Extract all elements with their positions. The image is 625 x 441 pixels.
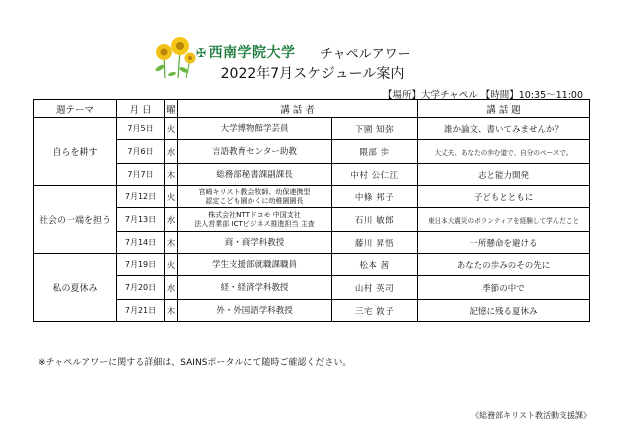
- schedule-body: [34, 118, 590, 322]
- day-of-week: 水: [165, 208, 178, 232]
- lecture-topic: 大丈夫、あなたの歩む道で、自分のペースで。: [418, 140, 590, 164]
- table-row: [34, 208, 590, 232]
- lecture-topic: あなたの歩みのその先に: [418, 254, 590, 276]
- table-row: [34, 140, 590, 164]
- footer-department: 《総務部キリスト教活動支援課》: [471, 411, 591, 420]
- day-of-week: 水: [165, 140, 178, 164]
- speaker-position-line: 法人営業部 ICTビジネス推進担当 主査: [194, 219, 315, 228]
- speaker-position: [178, 164, 332, 186]
- week-theme: 自らを耕す: [34, 118, 117, 186]
- speaker-position-line: 認定こども園かくに幼稚園園長: [205, 196, 304, 205]
- speaker-position: [178, 208, 332, 232]
- speaker-position: [178, 186, 332, 208]
- lecture-date: 7月7日: [117, 164, 165, 186]
- schedule-table: [33, 99, 590, 322]
- table-row: [34, 118, 590, 140]
- page-title: 2022年7月スケジュール案内: [220, 66, 405, 82]
- lecture-topic: 子どもとともに: [418, 186, 590, 208]
- university-name: [196, 42, 296, 62]
- speaker-name: 藤川 昇悟: [332, 232, 418, 254]
- speaker-position-line: 外・外国語学科教授: [216, 305, 293, 316]
- lecture-date: 7月20日: [117, 276, 165, 300]
- university-mark: ✠: [196, 46, 207, 60]
- day-of-week: 木: [165, 300, 178, 322]
- speaker-name: 松本 茜: [332, 254, 418, 276]
- lecture-topic: 志と能力開発: [418, 164, 590, 186]
- speaker-position: [178, 300, 332, 322]
- day-of-week: 火: [165, 254, 178, 276]
- lecture-date: 7月14日: [117, 232, 165, 254]
- speaker-position: [178, 140, 332, 164]
- lecture-topic: 東日本大震災のボランティアを経験して学んだこと: [418, 208, 590, 232]
- week-theme: 私の夏休み: [34, 254, 117, 322]
- speaker-position-line: 宮崎キリスト教会牧師、幼保連携型: [198, 187, 311, 196]
- day-of-week: 火: [165, 118, 178, 140]
- day-of-week: 木: [165, 232, 178, 254]
- table-row: [34, 300, 590, 322]
- day-of-week: 水: [165, 276, 178, 300]
- table-row: [34, 232, 590, 254]
- speaker-name: 三宅 敦子: [332, 300, 418, 322]
- speaker-name: 中條 邦子: [332, 186, 418, 208]
- speaker-position-line: 総務部秘書課副課長: [216, 169, 293, 180]
- event-name: チャペルアワー: [320, 47, 411, 62]
- speaker-position-line: 学生支援部就職課職員: [211, 259, 297, 270]
- speaker-position-line: 経・経済学科教授: [220, 282, 289, 293]
- speaker-name: 隈部 歩: [332, 140, 418, 164]
- speaker-position: [178, 254, 332, 276]
- speaker-position-line: 株式会社NTTドコモ 中国支社: [208, 210, 301, 219]
- table-row: [34, 164, 590, 186]
- col-header-theme: 週テーマ: [34, 100, 117, 118]
- table-header-row: [34, 100, 590, 118]
- speaker-position: [178, 118, 332, 140]
- lecture-date: 7月12日: [117, 186, 165, 208]
- lecture-topic: 季節の中で: [418, 276, 590, 300]
- lecture-date: 7月13日: [117, 208, 165, 232]
- speaker-name: 石川 敏郎: [332, 208, 418, 232]
- place-time-info: 【場所】大学チャペル 【時間】10:35～11:00: [383, 90, 583, 101]
- university-name-text: 西南学院大学: [208, 45, 296, 61]
- speaker-name: 下園 知弥: [332, 118, 418, 140]
- speaker-position: [178, 232, 332, 254]
- lecture-topic: 誰か論文、書いてみませんか？: [418, 118, 590, 140]
- lecture-date: 7月6日: [117, 140, 165, 164]
- speaker-position: [178, 276, 332, 300]
- lecture-date: 7月21日: [117, 300, 165, 322]
- col-header-speaker: 講 話 者: [178, 100, 418, 118]
- table-row: [34, 186, 590, 208]
- speaker-name: 中村 公仁江: [332, 164, 418, 186]
- day-of-week: 火: [165, 186, 178, 208]
- col-header-date: 月 日: [117, 100, 165, 118]
- col-header-topic: 講 話 題: [418, 100, 590, 118]
- speaker-name: 山村 英司: [332, 276, 418, 300]
- lecture-topic: 一所懸命を避ける: [418, 232, 590, 254]
- col-header-dow: 曜: [165, 100, 178, 118]
- speaker-position-line: 商・商学科教授: [224, 237, 285, 248]
- week-theme: 社会の一端を担う: [34, 186, 117, 254]
- lecture-topic: 記憶に残る夏休み: [418, 300, 590, 322]
- sunflower-heads: [156, 37, 196, 64]
- day-of-week: 木: [165, 164, 178, 186]
- speaker-position-line: 言語教育センター助教: [212, 146, 297, 157]
- speaker-position-line: 大学博物館学芸員: [220, 123, 289, 134]
- lecture-date: 7月19日: [117, 254, 165, 276]
- note-text: ※チャペルアワーに関する詳細は、SAINSポータルにて随時ご確認ください。: [38, 358, 352, 368]
- lecture-date: 7月5日: [117, 118, 165, 140]
- table-row: [34, 254, 590, 276]
- table-row: [34, 276, 590, 300]
